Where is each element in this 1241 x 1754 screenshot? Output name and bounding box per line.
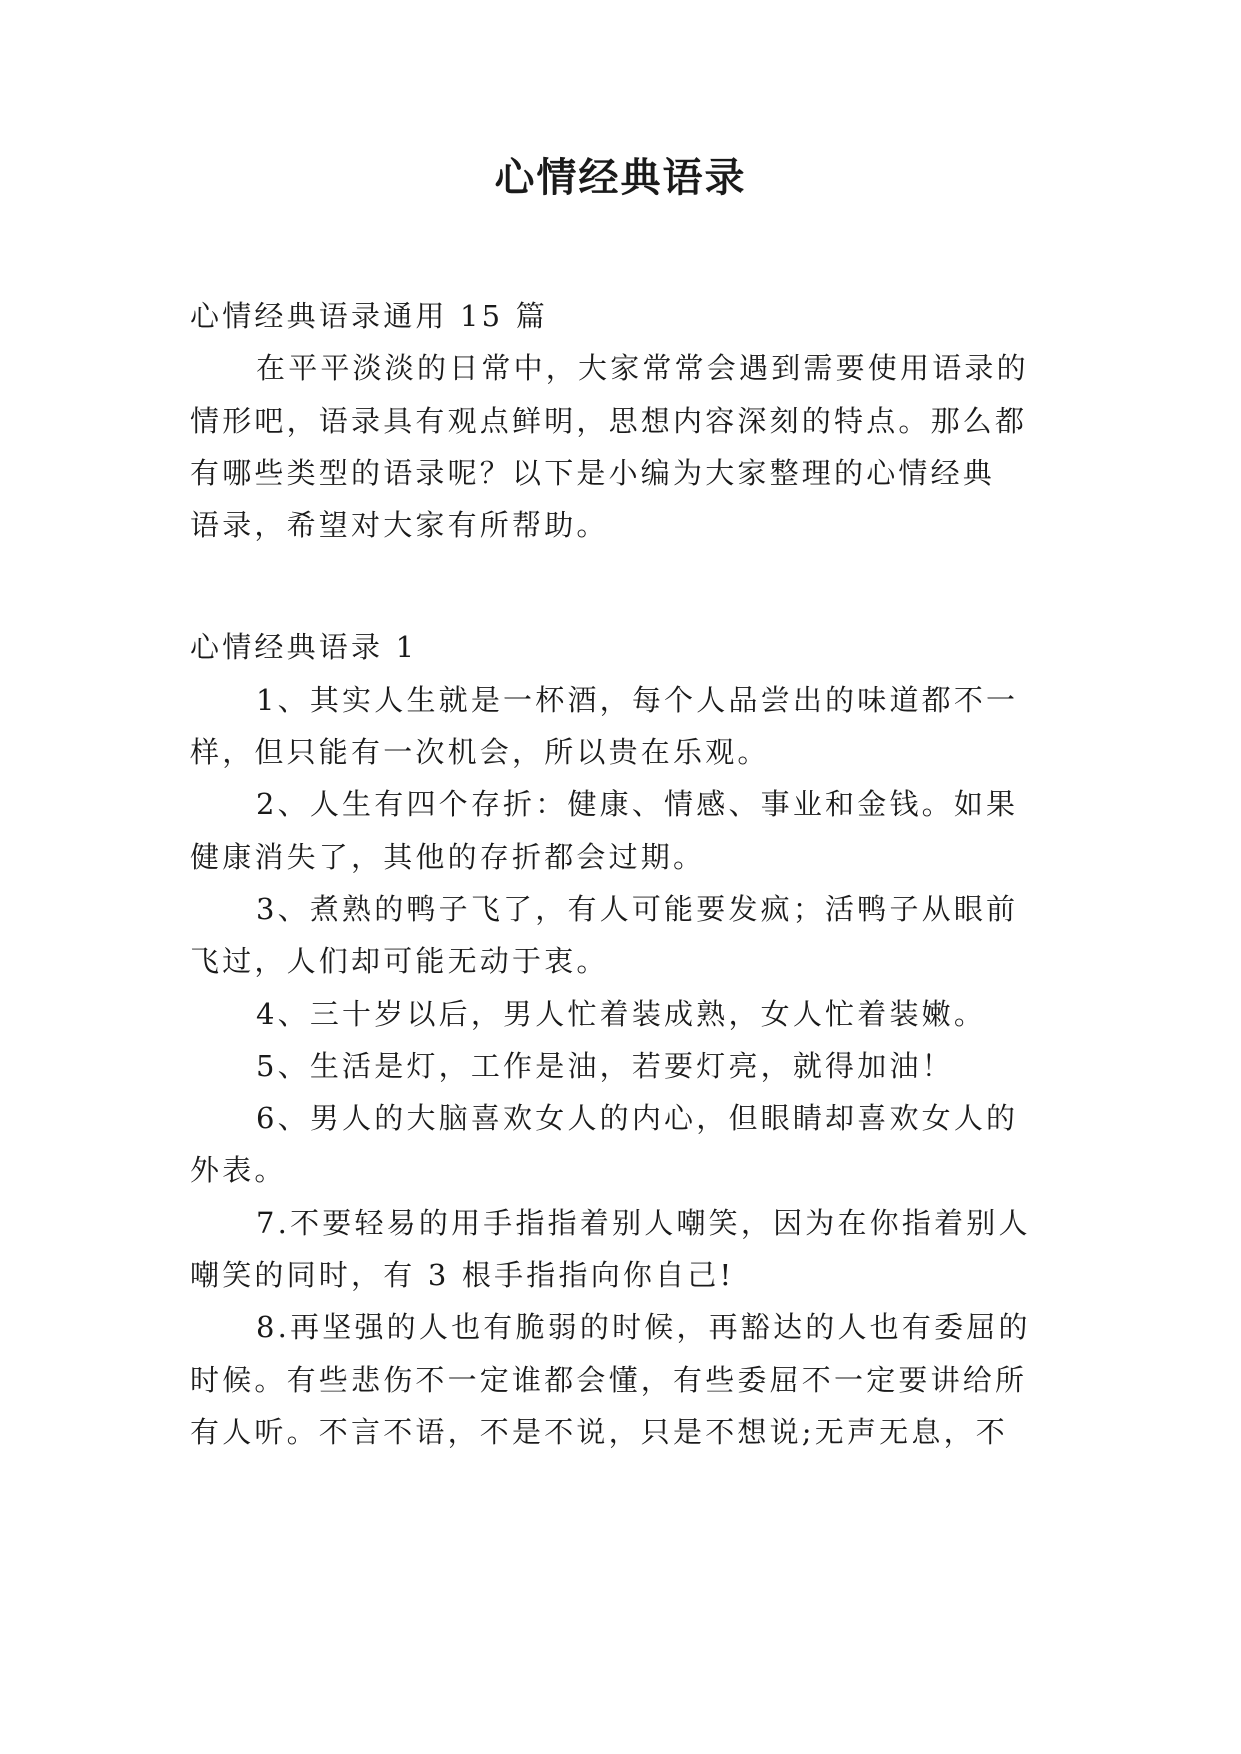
quote-line: 7.不要轻易的用手指指着别人嘲笑，因为在你指着别人 xyxy=(256,1205,1031,1240)
intro-line: 语录，希望对大家有所帮助。 xyxy=(190,508,609,543)
quote-line: 1、其实人生就是一杯酒，每个人品尝出的味道都不一 xyxy=(256,682,1019,717)
quote-line: 3、煮熟的鸭子飞了，有人可能要发疯；活鸭子从眼前 xyxy=(256,891,1019,926)
quote-line: 飞过，人们却可能无动于衷。 xyxy=(190,944,609,979)
quote-line: 样，但只能有一次机会，所以贵在乐观。 xyxy=(190,735,770,770)
quote-line: 6、男人的大脑喜欢女人的内心，但眼睛却喜欢女人的 xyxy=(256,1101,1019,1136)
quote-line: 5、生活是灯，工作是油，若要灯亮，就得加油！ xyxy=(256,1048,954,1083)
paragraph-gap xyxy=(190,551,1050,621)
intro-line: 情形吧，语录具有观点鲜明，思想内容深刻的特点。那么都 xyxy=(190,403,1028,438)
quote-line: 外表。 xyxy=(190,1153,287,1188)
quote-line: 8.再坚强的人也有脆弱的时候，再豁达的人也有委屈的 xyxy=(256,1310,1031,1345)
quote-line: 嘲笑的同时，有 3 根手指指向你自己! xyxy=(190,1258,735,1293)
section-heading: 心情经典语录 1 xyxy=(190,630,418,665)
quote-line: 有人听。不言不语，不是不说，只是不想说;无声无息，不 xyxy=(190,1414,1008,1449)
document-subtitle: 心情经典语录通用 15 篇 xyxy=(190,299,548,333)
quote-line: 4、三十岁以后，男人忙着装成熟，女人忙着装嫩。 xyxy=(256,996,987,1031)
quote-line: 时候。有些悲伤不一定谁都会懂，有些委屈不一定要讲给所 xyxy=(190,1362,1028,1397)
quote-line: 健康消失了，其他的存折都会过期。 xyxy=(190,839,706,874)
document-title: 心情经典语录 xyxy=(494,155,747,201)
intro-line: 有哪些类型的语录呢？以下是小编为大家整理的心情经典 xyxy=(190,455,996,490)
intro-line: 在平平淡淡的日常中，大家常常会遇到需要使用语录的 xyxy=(256,351,1029,386)
quote-line: 2、人生有四个存折：健康、情感、事业和金钱。如果 xyxy=(256,787,1019,822)
document-body xyxy=(190,290,1050,1458)
